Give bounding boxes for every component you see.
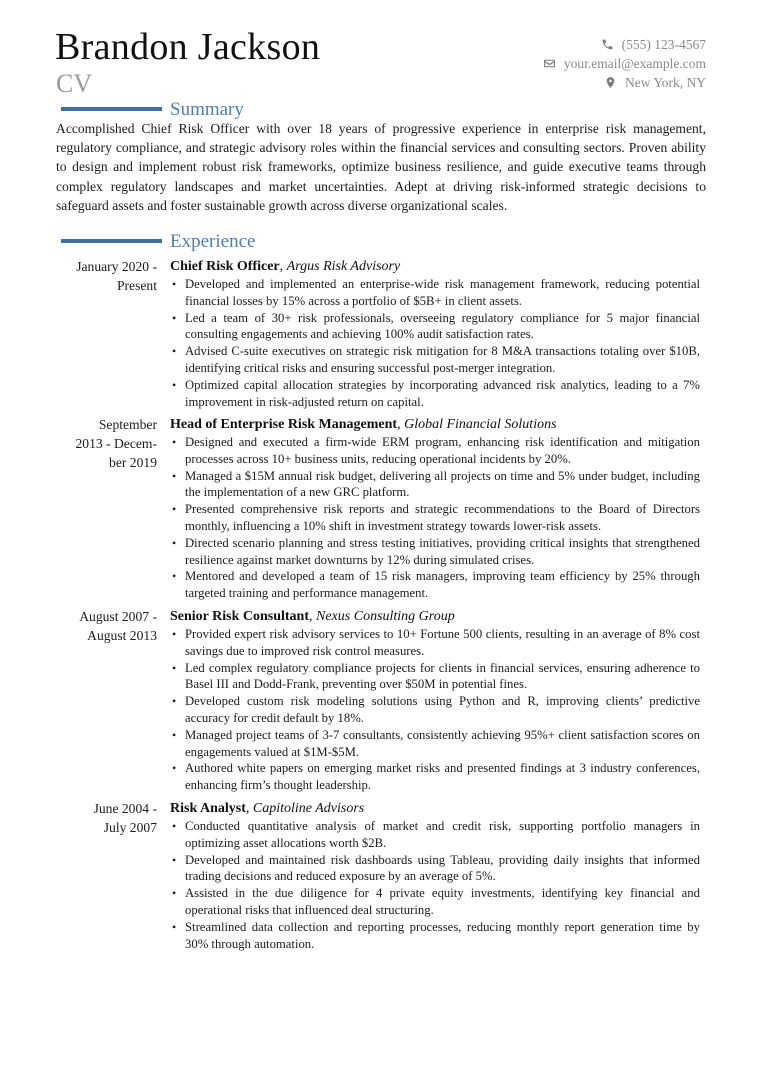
contact-location — [543, 73, 706, 92]
email-link[interactable]: your.email@example.com — [563, 56, 706, 71]
job-bullets — [170, 818, 700, 952]
contact-email — [543, 54, 706, 73]
job-bullet: • Presented comprehensive risk reports and strategic recommendations to the Board of Directors monthly, influencing a 10% shift in investment strategy towards lower-risk assets. — [170, 501, 700, 535]
job-bullet: • Conducted quantitative analysis of market and credit risk, supporting portfolio managers in optimizing asset allocations worth $2B. — [170, 818, 700, 852]
job-bullet: • Optimized capital allocation strategies by incorporating advanced risk analytics, leading to a 7% improvement in risk-adjusted return on capital. — [170, 377, 700, 411]
job-bullet: • Authored white papers on emerging market risks and presented findings at 3 industry conferences, enhancing firm’s thought leadership. — [170, 760, 700, 794]
job-date — [54, 415, 157, 472]
job-body — [170, 799, 700, 952]
job-bullet: • Streamlined data collection and reporting processes, reducing monthly report generation time by 30% through automation. — [170, 919, 700, 953]
phone-text[interactable]: (555) 123-4567 — [621, 37, 706, 52]
job-body — [170, 607, 700, 794]
phone-icon — [601, 38, 614, 51]
job-bullet: • Developed and maintained risk dashboards using Tableau, providing daily insights that informed trading decisions and reduced exposure by an average of 5%. — [170, 852, 700, 886]
job-header: Head of Enterprise Risk Management, Global Financial Solutions — [170, 417, 557, 432]
job-company: Capitoline Advisors — [252, 801, 365, 816]
job-role: Risk Analyst — [170, 801, 246, 816]
job-header: Chief Risk Officer, Argus Risk Advisory — [170, 259, 401, 274]
job-date-start: September 2013 - Decem- — [75, 417, 157, 451]
job-role: Head of Enterprise Risk Management — [170, 417, 398, 432]
job-bullet: • Provided expert risk advisory services to 10+ Fortune 500 clients, resulting in an average of 8% cost savings due to improved risk control measures. — [170, 626, 700, 660]
job-date-end: Present — [116, 278, 157, 293]
job-bullet: • Developed custom risk modeling solutions using Python and R, improving clients’ predictive accuracy for credit default by 18%. — [170, 693, 700, 727]
job-role: Chief Risk Officer — [170, 259, 280, 274]
job-date-end: July 2007 — [103, 820, 157, 835]
experience-title: Experience — [170, 230, 256, 252]
job-body — [170, 415, 700, 602]
location-text: New York, NY — [624, 75, 706, 90]
summary-text: Accomplished Chief Risk Officer with over 18 years of progressive experience in enterprise risk management, regulatory compliance, and strategic advisory roles within the financial services and consulting sectors. Proven ability to design and implement robust risk frameworks, optimize business resilience, and guide executive teams through complex regulatory landscapes and market uncertainties. Adept at driving risk-informed strategic decisions to safeguard assets and foster sustainable growth across diverse organizational scales. — [56, 121, 706, 213]
job-bullets — [170, 626, 700, 794]
contact-block — [543, 35, 706, 92]
job-bullet: • Designed and executed a firm-wide ERM program, enhancing risk identification and mitigation processes across 10+ business units, reducing operational incidents by 20%. — [170, 434, 700, 468]
map-pin-icon — [604, 76, 617, 89]
job-company: Nexus Consulting Group — [316, 609, 455, 624]
job-date — [54, 257, 157, 295]
job-header: Senior Risk Consultant, Nexus Consulting Group — [170, 609, 455, 624]
job-body — [170, 257, 700, 410]
job-company: Global Financial Solutions — [404, 417, 557, 432]
job-bullet: • Led complex regulatory compliance projects for clients in financial services, ensuring adherence to Basel III and Dodd-Frank, preventing over $50M in potential fines. — [170, 660, 700, 694]
job-company: Argus Risk Advisory — [286, 259, 401, 274]
job-bullet: • Mentored and developed a team of 15 risk managers, improving team efficiency by 25% through targeted training and performance management. — [170, 568, 700, 602]
contact-phone — [543, 35, 706, 54]
job-date — [54, 799, 157, 837]
job-date-end: ber 2019 — [109, 455, 157, 470]
job-date-start: January 2020 - — [76, 259, 157, 274]
job-bullet: • Advised C-suite executives on strategic risk mitigation for 8 M&A transactions totaling over $10B, identifying critical risks and ensuring successful post-merger integration. — [170, 343, 700, 377]
job-date-end: August 2013 — [87, 628, 157, 643]
candidate-name: Brandon Jackson — [55, 26, 321, 68]
section-rule — [61, 107, 162, 111]
job-bullet: • Directed scenario planning and stress testing initiatives, providing critical insights that strengthened resilience against market downturns by 12% during simulated crises. — [170, 535, 700, 569]
job-date-start: August 2007 - — [79, 609, 157, 624]
job-bullet: • Led a team of 30+ risk professionals, overseeing regulatory compliance for 5 major financial consulting engagements and achieving 100% audit satisfaction rates. — [170, 310, 700, 344]
job-bullet: • Developed and implemented an enterprise-wide risk management framework, reducing potential financial losses by 15% across a portfolio of $5B+ in client assets. — [170, 276, 700, 310]
job-date-start: June 2004 - — [93, 801, 157, 816]
section-rule — [61, 239, 162, 243]
document-subtitle: CV — [56, 69, 93, 98]
summary-title: Summary — [170, 98, 244, 120]
summary-heading — [61, 98, 244, 120]
job-bullet: • Managed project teams of 3-7 consultants, consistently achieving 95%+ client satisfaction scores on engagements valued at $1M-$5M. — [170, 727, 700, 761]
job-bullets — [170, 434, 700, 602]
job-role: Senior Risk Consultant — [170, 609, 310, 624]
job-bullets — [170, 276, 700, 410]
job-header: Risk Analyst, Capitoline Advisors — [170, 801, 365, 816]
job-bullet: • Assisted in the due diligence for 4 private equity investments, identifying key financial and operational risks that influenced deal structuring. — [170, 885, 700, 919]
envelope-icon — [543, 57, 556, 70]
job-bullet: • Managed a $15M annual risk budget, delivering all projects on time and 5% under budget, including the implementation of a new GRC platform. — [170, 468, 700, 502]
job-date — [54, 607, 157, 645]
experience-heading — [61, 230, 255, 252]
